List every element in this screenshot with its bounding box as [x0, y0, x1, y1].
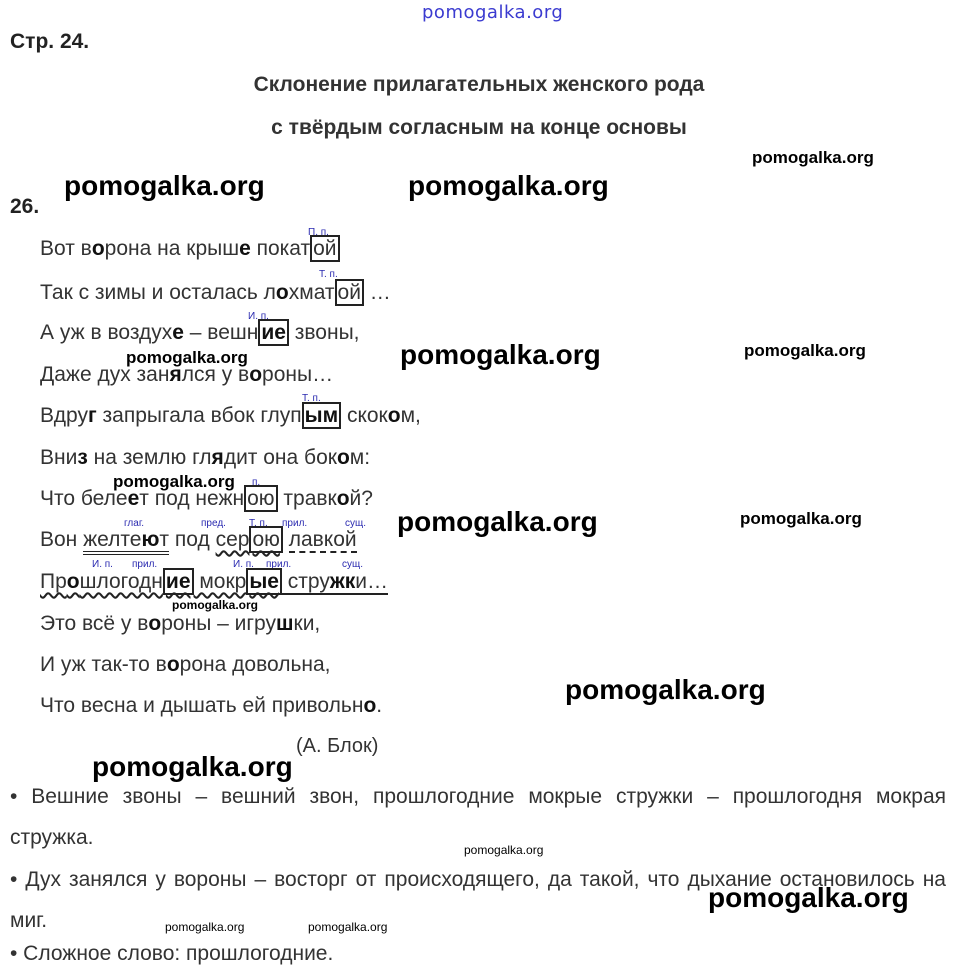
poem-line-2: Так с зимы и осталась лохмат ой …: [40, 281, 391, 304]
poem-line-1: Вот ворона на крыше покат ой: [40, 237, 340, 261]
poem-line-3: А уж в воздухе – вешн ие звоны,: [40, 321, 360, 344]
ending-box: ие: [163, 568, 194, 595]
subject-underline: стружки…: [281, 570, 388, 593]
ending-box: ие: [258, 319, 289, 346]
annotation-l8-5: сущ.: [345, 518, 367, 529]
note-3: • Сложное слово: прошлогодние.: [10, 942, 334, 965]
header-watermark: pomogalka.org: [422, 2, 564, 23]
note-2: • Дух занялся у вороны – восторг от происходящего, да такой, что дыхание остановилось на миг.: [10, 868, 946, 932]
poem-line-10: Это всё у вороны – игрушки,: [40, 612, 321, 635]
annotation-l9-2: прил.: [132, 559, 158, 570]
title-line-1: Склонение прилагательных женского рода: [253, 73, 705, 96]
watermark: pomogalka.org: [172, 598, 259, 612]
watermark: pomogalka.org: [408, 170, 609, 201]
attribute-underline: сер ою: [216, 526, 283, 553]
watermark: pomogalka.org: [397, 506, 598, 537]
annotation-l1: П. п.: [308, 227, 329, 238]
watermark: pomogalka.org: [126, 348, 248, 367]
annotation-l8-1: глаг.: [124, 518, 145, 529]
ending-box: ою: [249, 526, 282, 553]
annotation-l8-2: пред.: [201, 518, 226, 529]
annotation-l9-5: сущ.: [342, 559, 364, 570]
poem-line-6: Вниз на землю глядит она боком:: [40, 446, 371, 469]
annotation-l9-3: И. п.: [233, 559, 254, 570]
annotation-l3: И. п.: [248, 311, 269, 322]
exercise-number: 26.: [10, 195, 40, 218]
watermark: pomogalka.org: [565, 674, 766, 705]
ending-box: ые: [246, 568, 282, 595]
watermark: pomogalka.org: [752, 148, 874, 167]
watermark: pomogalka.org: [308, 920, 388, 934]
note-1: • Вешние звоны – вешний звон, прошлогодние мокрые стружки – прошлогодня мокрая стружка.: [10, 785, 946, 849]
page-number: Стр. 24.: [10, 30, 90, 53]
predicate-underline: желтеют: [83, 528, 169, 555]
adverbial-underline: лавкой: [288, 528, 357, 551]
watermark: pomogalka.org: [165, 920, 245, 934]
watermark: pomogalka.org: [740, 509, 862, 528]
annotation-l8-4: прил.: [282, 518, 308, 529]
ending-box: ою: [244, 485, 277, 512]
annotation-l9-4: прил.: [266, 559, 292, 570]
poem-line-9: [40, 570, 388, 594]
ending-box: ой: [335, 279, 364, 306]
ending-box: ым: [302, 402, 341, 429]
poem-line-11: И уж так-то ворона довольна,: [40, 653, 331, 676]
annotation-l5: Т. п.: [302, 393, 321, 404]
ending-box: ой: [310, 235, 339, 262]
title-line-2: с твёрдым согласным на конце основы: [271, 116, 687, 139]
watermark: pomogalka.org: [744, 341, 866, 360]
annotation-l7: п.: [252, 477, 261, 488]
attribute-underline: мокр ые: [194, 568, 282, 595]
watermark: pomogalka.org: [92, 751, 293, 782]
attribute-underline: Прошлогодн ие: [40, 568, 194, 595]
poem-line-8: Вон желтеют под сер ою лавкой: [40, 528, 357, 552]
poem-line-4: Даже дух занялся у вороны…: [40, 363, 334, 386]
poem-line-12: Что весна и дышать ей привольно.: [40, 694, 383, 717]
poem-line-7: Что белеет под нежн ою травкой?: [40, 487, 373, 510]
poem-author: (А. Блок): [296, 735, 379, 757]
watermark: pomogalka.org: [708, 882, 909, 913]
watermark: pomogalka.org: [400, 339, 601, 370]
poem-line-5: Вдруг запрыгала вбок глуп ым скоком,: [40, 404, 421, 427]
annotation-l8-3: Т. п.: [249, 518, 268, 529]
watermark: pomogalka.org: [113, 472, 235, 491]
annotation-l2: Т. п.: [319, 269, 338, 280]
annotation-l9-1: И. п.: [92, 559, 113, 570]
watermark: pomogalka.org: [464, 843, 544, 857]
watermark: pomogalka.org: [64, 170, 265, 201]
